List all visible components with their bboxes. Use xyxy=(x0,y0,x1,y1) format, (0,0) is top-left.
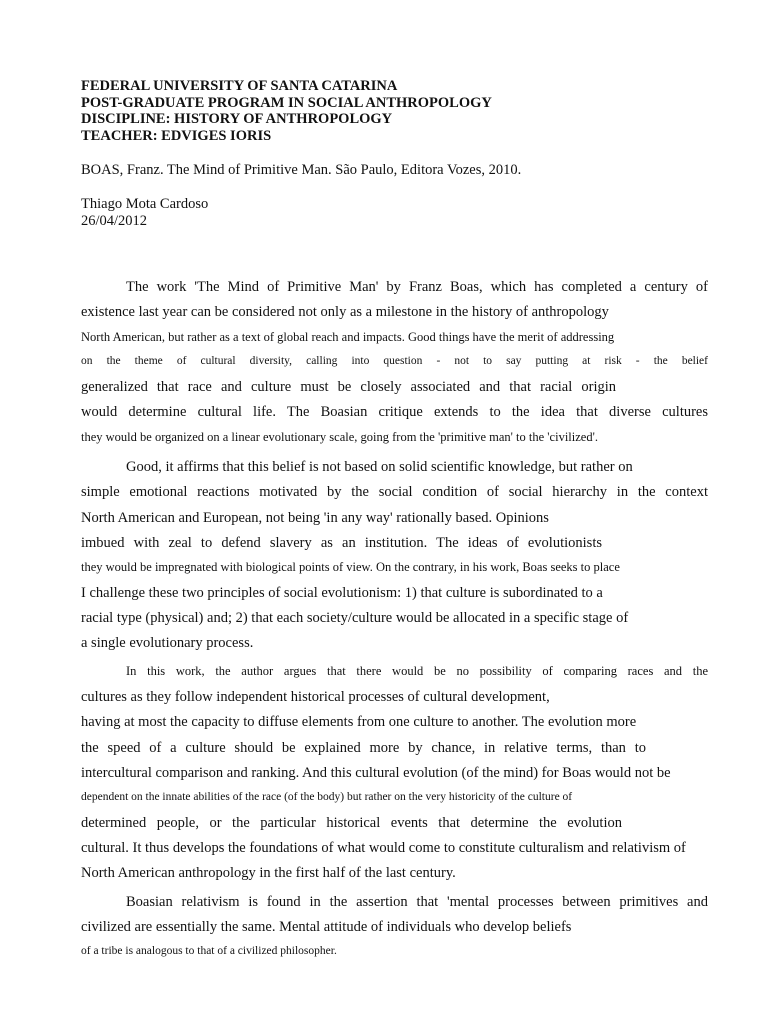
body-line: the speed of a culture should be explained more by chance, in relative terms, than to xyxy=(81,740,646,756)
body-line: imbued with zeal to defend slavery as an institution. The ideas of evolutionists xyxy=(81,535,602,551)
body-line: I challenge these two principles of social evolutionism: 1) that culture is subordinated to a xyxy=(81,585,603,601)
body-line: cultural. It thus develops the foundations of what would come to constitute culturalism and relativism of xyxy=(81,840,686,856)
body-line: Good, it affirms that this belief is not based on solid scientific knowledge, but rather on xyxy=(126,459,633,475)
body-line: The work 'The Mind of Primitive Man' by Franz Boas, which has completed a century of xyxy=(126,279,708,295)
body-line: existence last year can be considered not only as a milestone in the history of anthropology xyxy=(81,304,609,320)
body-line: North American, but rather as a text of global reach and impacts. Good things have the merit of addressing xyxy=(81,330,615,344)
document-page xyxy=(81,0,708,1024)
body-line: Boasian relativism is found in the assertion that 'mental processes between primitives and xyxy=(126,894,708,910)
body-line: generalized that race and culture must be closely associated and that racial origin xyxy=(81,379,616,395)
body-line: In this work, the author argues that there would be no possibility of comparing races and the xyxy=(126,664,708,678)
body-line: simple emotional reactions motivated by the social condition of social hierarchy in the context xyxy=(81,484,708,500)
body-line: civilized are essentially the same. Mental attitude of individuals who develop beliefs xyxy=(81,919,572,935)
bibliographic-reference: BOAS, Franz. The Mind of Primitive Man. São Paulo, Editora Vozes, 2010. xyxy=(81,162,522,178)
document-header xyxy=(81,78,492,144)
body-line: on the theme of cultural diversity, calling into question - not to say putting at risk - the belief xyxy=(81,355,708,367)
body-line: a single evolutionary process. xyxy=(81,635,254,651)
author-block xyxy=(81,196,208,230)
body-line: dependent on the innate abilities of the race (of the body) but rather on the very historicity of the culture of xyxy=(81,791,573,803)
body-line: would determine cultural life. The Boasian critique extends to the idea that diverse cultures xyxy=(81,404,708,420)
program-name: POST-GRADUATE PROGRAM IN SOCIAL ANTHROPOLOGY xyxy=(81,94,492,111)
body-line: they would be impregnated with biological points of view. On the contrary, in his work, Boas seeks to place xyxy=(81,560,620,574)
body-line: having at most the capacity to diffuse elements from one culture to another. The evolution more xyxy=(81,714,637,730)
body-line: North American anthropology in the first half of the last century. xyxy=(81,865,456,881)
teacher: TEACHER: EDVIGES IORIS xyxy=(81,127,272,144)
author-name: Thiago Mota Cardoso xyxy=(81,196,209,212)
document-date: 26/04/2012 xyxy=(81,213,148,229)
body-line: intercultural comparison and ranking. And this cultural evolution (of the mind) for Boas would not be xyxy=(81,765,671,781)
body-line: cultures as they follow independent historical processes of cultural development, xyxy=(81,689,550,705)
body-line: they would be organized on a linear evolutionary scale, going from the 'primitive man' to the 'civilized'. xyxy=(81,430,598,444)
discipline: DISCIPLINE: HISTORY OF ANTHROPOLOGY xyxy=(81,111,393,127)
body-line: determined people, or the particular historical events that determine the evolution xyxy=(81,815,622,831)
body-line: of a tribe is analogous to that of a civilized philosopher. xyxy=(81,945,337,957)
body-line: racial type (physical) and; 2) that each society/culture would be allocated in a specific stage of xyxy=(81,610,629,626)
university-name: FEDERAL UNIVERSITY OF SANTA CATARINA xyxy=(81,78,398,94)
body-line: North American and European, not being 'in any way' rationally based. Opinions xyxy=(81,510,549,526)
